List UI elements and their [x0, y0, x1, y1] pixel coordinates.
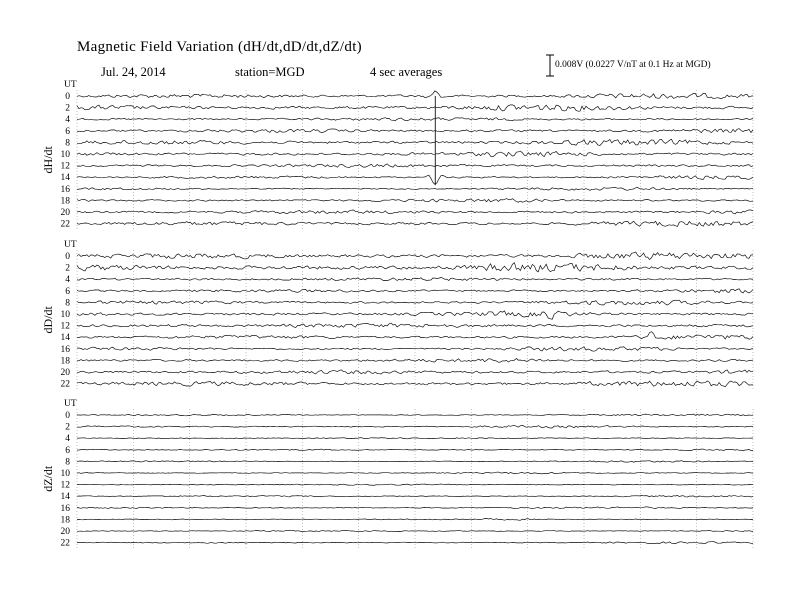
row-label: 0 — [65, 92, 70, 102]
row-label: 20 — [60, 368, 70, 378]
panel-ylabel: dH/dt — [41, 146, 55, 174]
row-label: 20 — [60, 527, 70, 537]
row-label: 14 — [60, 492, 70, 503]
trace-line — [77, 438, 753, 439]
trace-line — [77, 91, 753, 99]
panel-ylabel: dD/dt — [41, 306, 55, 334]
row-label: 0 — [65, 252, 70, 262]
row-label: 6 — [65, 445, 70, 456]
ut-label: UT — [64, 80, 77, 90]
row-label: 16 — [60, 503, 70, 514]
row-label: 10 — [60, 469, 70, 479]
row-label: 16 — [60, 184, 70, 195]
panel-ylabel: dZ/dt — [41, 465, 55, 492]
trace-line — [77, 507, 753, 509]
trace-line — [77, 449, 753, 451]
row-label: 12 — [60, 321, 70, 332]
trace-line — [77, 484, 753, 485]
row-label: 6 — [65, 286, 70, 297]
row-label: 8 — [65, 138, 70, 149]
row-label: 16 — [60, 344, 70, 355]
row-label: 14 — [60, 173, 70, 184]
trace-line — [77, 530, 753, 531]
row-label: 18 — [60, 196, 70, 207]
row-label: 4 — [65, 434, 70, 445]
ut-label: UT — [64, 399, 77, 409]
trace-line — [77, 175, 753, 184]
scale-label: 0.008V (0.0227 V/nT at 0.1 Hz at MGD) — [555, 60, 711, 70]
row-label: 2 — [65, 103, 70, 114]
row-label: 6 — [65, 126, 70, 137]
trace-line — [77, 311, 753, 319]
row-label: 18 — [60, 515, 70, 526]
panel-dz-dt — [41, 399, 753, 549]
row-label: 12 — [60, 480, 70, 491]
row-label: 8 — [65, 298, 70, 309]
row-label: 10 — [60, 150, 70, 160]
row-label: 20 — [60, 208, 70, 218]
row-label: 4 — [65, 115, 70, 126]
chart-title: Magnetic Field Variation (dH/dt,dD/dt,dZ/dt) — [77, 39, 362, 55]
row-label: 18 — [60, 356, 70, 367]
row-label: 22 — [60, 379, 70, 390]
row-label: 8 — [65, 457, 70, 468]
row-label: 0 — [65, 411, 70, 421]
row-label: 22 — [60, 538, 70, 549]
row-label: 2 — [65, 422, 70, 433]
row-label: 22 — [60, 219, 70, 230]
station-label: station=MGD — [235, 65, 305, 79]
trace-line — [77, 263, 753, 272]
row-label: 4 — [65, 275, 70, 286]
row-label: 2 — [65, 263, 70, 274]
row-label: 12 — [60, 161, 70, 172]
panel-dh-dt — [41, 80, 753, 230]
panel-dd-dt — [41, 240, 753, 390]
row-label: 10 — [60, 310, 70, 320]
row-label: 14 — [60, 333, 70, 344]
averaging-label: 4 sec averages — [370, 65, 443, 79]
ut-label: UT — [64, 240, 77, 250]
date-label: Jul. 24, 2014 — [101, 65, 166, 79]
